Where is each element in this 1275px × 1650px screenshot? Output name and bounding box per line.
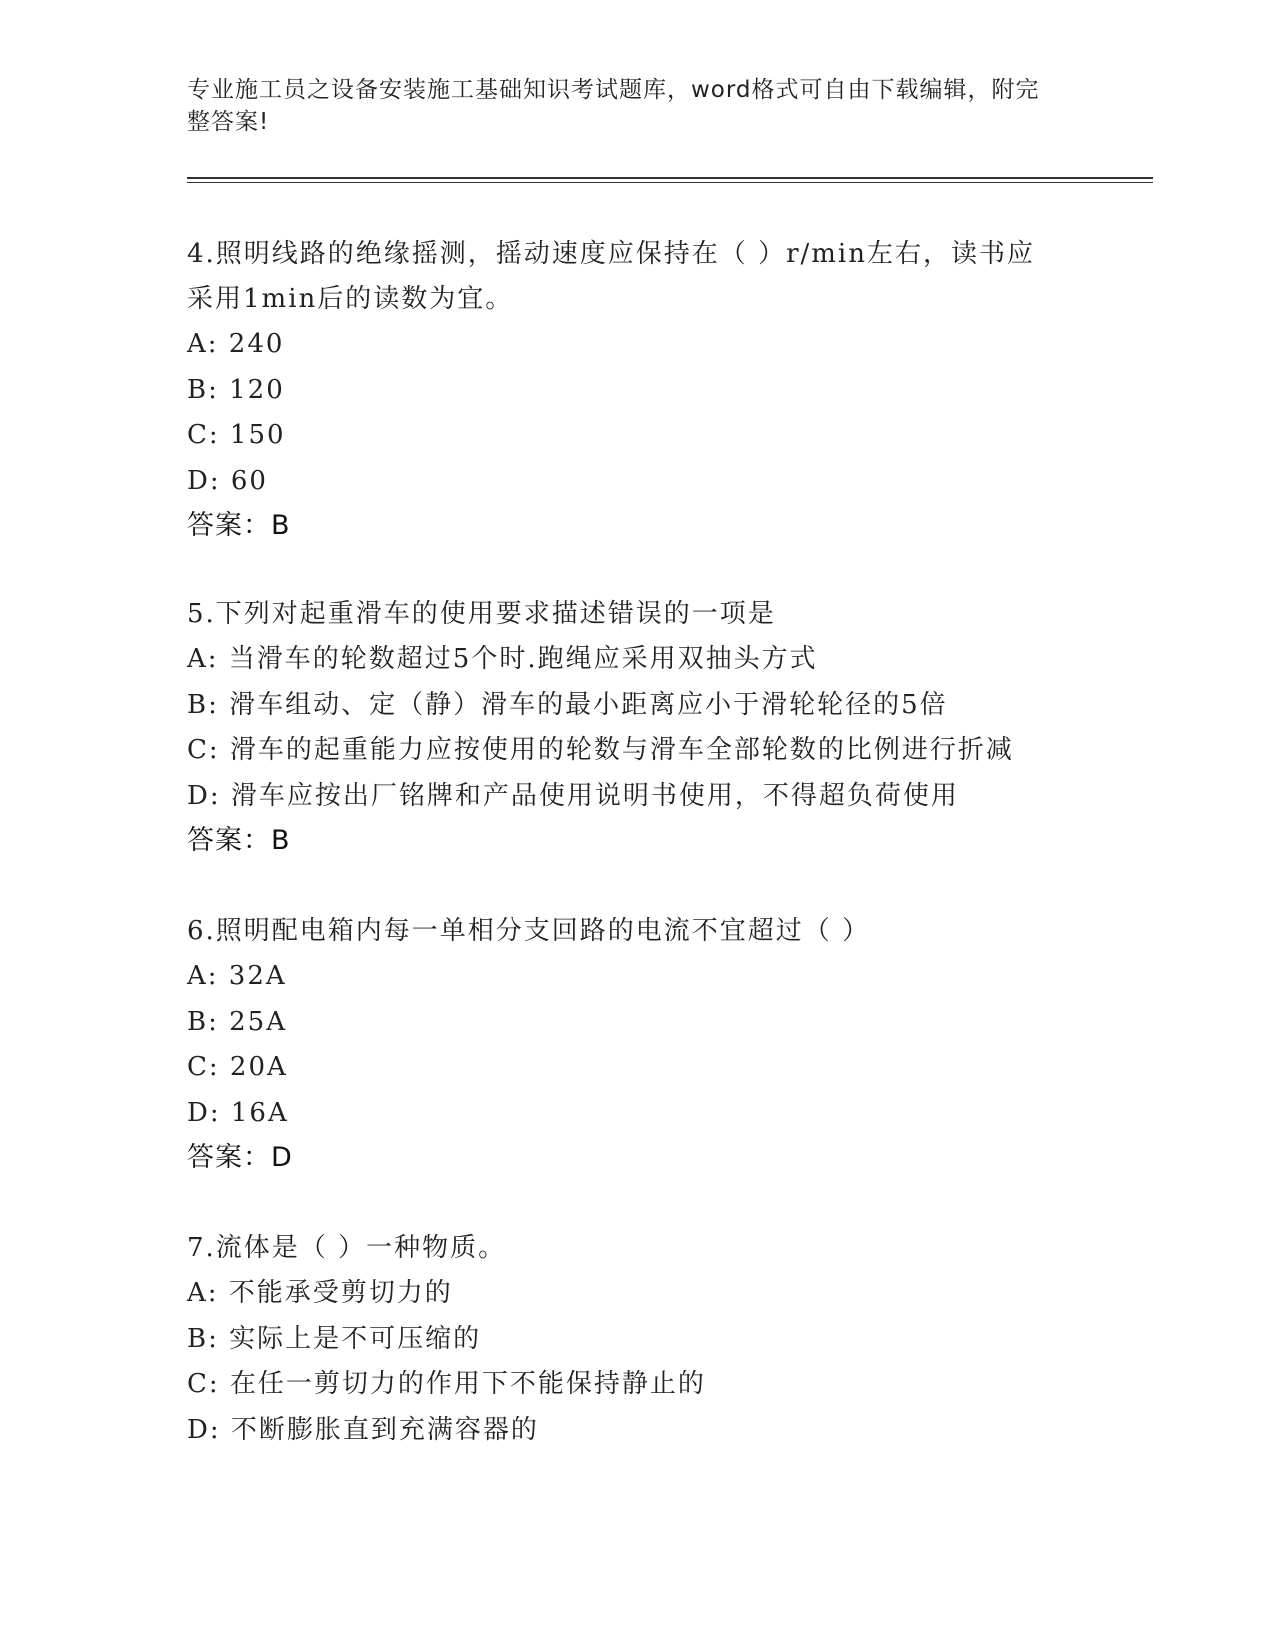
option-b: B: 滑车组动、定（静）滑车的最小距离应小于滑轮轮径的5倍 — [187, 689, 948, 720]
question-stem-line: 6.照明配电箱内每一单相分支回路的电流不宜超过（ ） — [187, 916, 871, 946]
option-d: D: 16A — [187, 1097, 289, 1128]
answer-line: 答案：B — [187, 825, 291, 856]
header-line-2: 整答案! — [187, 109, 270, 135]
question-4 — [187, 232, 1087, 548]
option-d: D: 60 — [187, 465, 268, 496]
question-stem-line: 5.下列对起重滑车的使用要求描述错误的一项是 — [187, 599, 776, 629]
header-divider-thick — [187, 177, 1153, 179]
header-line-1: 专业施工员之设备安装施工基础知识考试题库，word格式可自由下载编辑，附完 — [187, 77, 1040, 103]
question-stem-line: 采用1min后的读数为宜。 — [187, 284, 514, 314]
option-d: D: 不断膨胀直到充满容器的 — [187, 1414, 539, 1445]
option-c: C: 滑车的起重能力应按使用的轮数与滑车全部轮数的比例进行折减 — [187, 735, 1014, 765]
option-c: C: 150 — [187, 420, 286, 450]
option-a: A: 当滑车的轮数超过5个时.跑绳应采用双抽头方式 — [187, 644, 818, 674]
option-c: C: 20A — [187, 1052, 288, 1082]
question-5 — [187, 592, 1087, 863]
question-6 — [187, 909, 1087, 1180]
option-d: D: 滑车应按出厂铭牌和产品使用说明书使用，不得超负荷使用 — [187, 780, 959, 811]
option-c: C: 在任一剪切力的作用下不能保持静止的 — [187, 1369, 706, 1399]
question-stem-line: 7.流体是（ ）一种物质。 — [187, 1233, 507, 1263]
option-a: A: 240 — [187, 329, 285, 359]
option-b: B: 实际上是不可压缩的 — [187, 1323, 482, 1354]
option-a: A: 不能承受剪切力的 — [187, 1278, 453, 1308]
document-header — [187, 74, 1067, 138]
option-b: B: 25A — [187, 1006, 287, 1037]
option-b: B: 120 — [187, 374, 285, 405]
option-a: A: 32A — [187, 961, 287, 991]
header-divider-thin — [187, 182, 1153, 183]
question-stem-line: 4.照明线路的绝缘摇测，摇动速度应保持在（ ）r/min左右，读书应 — [187, 239, 1035, 269]
answer-line: 答案：D — [187, 1142, 293, 1173]
answer-line: 答案：B — [187, 510, 291, 541]
question-7 — [187, 1226, 1087, 1453]
